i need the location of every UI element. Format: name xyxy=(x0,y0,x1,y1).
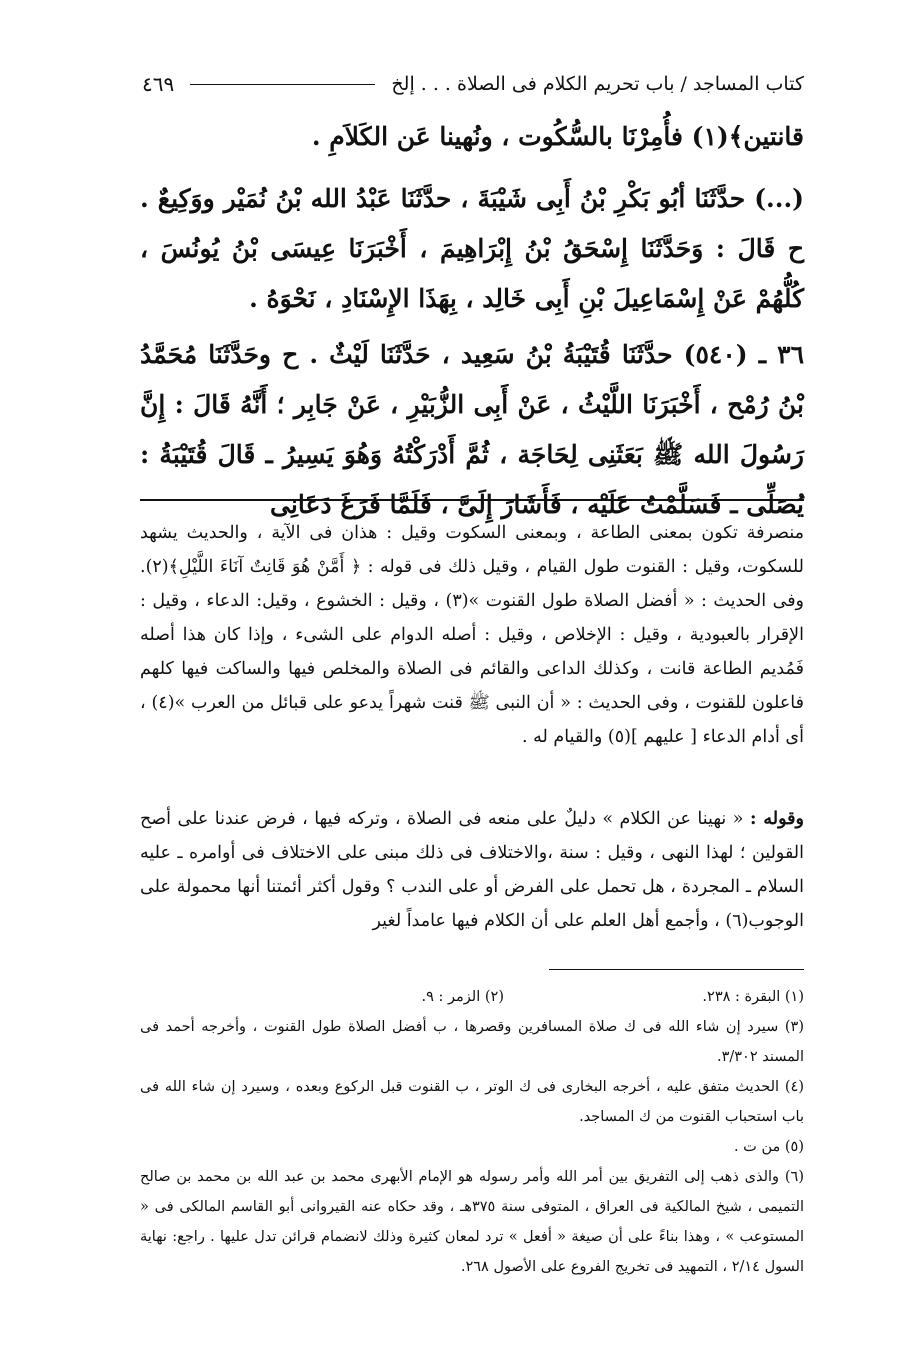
section-divider xyxy=(140,499,804,501)
footnote-pair xyxy=(140,982,804,1012)
footnote-divider xyxy=(549,969,804,970)
footnote-4: (٤) الحديث متفق عليه ، أخرجه البخارى فى ك الوتر ، ب القنوت قبل الركوع وبعده ، وسيرد إن شاء الله فى باب استحباب القنوت من ك المساجد. xyxy=(140,1079,804,1125)
hadith-paragraph-3: ٣٦ ـ (٥٤٠) حدَّثَنَا قُتَيْبَةُ بْنُ سَعِيد ، حَدَّثَنَا لَيْثٌ . ح وحَدَّثَنَا مُحَمَّدُ بْنُ رُمْح ، أَخْبَرَنَا اللَّيْثُ ، عَنْ أَبِى الزُّبَيْرِ ، عَنْ جَابِر ؛ أَنَّهُ قَالَ : إِنَّ رَسُولَ الله ﷺ بَعَثَنِى لِحَاجَة ، ثُمَّ أَدْرَكْتُهُ وَهُوَ يَسِيرُ ـ قَالَ قُتَيْبَةُ : يُصَلِّى ـ فَسَلَّمْتُ عَلَيْه ، فَأَشَارَ إِلَىَّ ، فَلَمَّا فَرَغَ دَعَانِى xyxy=(140,340,804,519)
page-number: ٤٦٩ xyxy=(142,72,175,96)
header-rule xyxy=(190,84,375,85)
footnotes-list xyxy=(140,982,804,1282)
commentary-paragraph-1: منصرفة تكون بمعنى الطاعة ، وبمعنى السكوت وقيل : هذان فى الآية ، والحديث يشهد للسكوت، وقيل : القنوت طول القيام ، وقيل ذلك فى قوله : ﴿ أَمَّنْ هُوَ قَانِتٌ آنَاءَ اللَّيْلِ﴾(٢). وفى الحديث : « أفضل الصلاة طول القنوت »(٣) ، وقيل : الخشوع ، وقيل: الدعاء ، وقيل : الإقرار بالعبودية ، وقيل : الإخلاص ، وقيل : أصله الدوام على الشىء ، وإذا كان هذا أصله فَمُديم الطاعة قانت ، وكذلك الداعى والقائم فى الصلاة والمخلص فيها والساكت فيها كلهم فاعلون للقنوت ، وفى الحديث : « أن النبى ﷺ قنت شهراً يدعو على قبائل من العرب »(٤) ، أى أدام الدعاء [ عليهم ](٥) والقيام له . xyxy=(140,523,805,747)
footnote-3: (٣) سيرد إن شاء الله فى ك صلاة المسافرين وقصرها ، ب أفضل الصلاة طول القنوت ، وأخرجه أحمد فى المسند ٣/٣٠٢. xyxy=(140,1019,804,1065)
footnote-2: (٢) الزمر : ٩. xyxy=(421,989,504,1005)
hadith-paragraph-2: (...) حدَّثَنَا أبُو بَكْرِ بْنُ أَبِى شَيْبَةَ ، حدَّثَنَا عَبْدُ الله بْنُ نُمَيْر ووَكِيعٌ . ح قَالَ : وَحَدَّثَنَا إِسْحَقُ بْنُ إِبْرَاهِيمَ ، أَخْبَرَنَا عِيسَى بْنُ يُونُسَ ، كُلُّهُمْ عَنْ إِسْمَاعِيلَ بْنِ أَبِى خَالِد ، بِهَذَا الإِسْنَادِ ، نَحْوَهُ . xyxy=(140,184,804,313)
footnote-1: (١) البقرة : ٢٣٨. xyxy=(702,989,804,1005)
page-header xyxy=(142,66,804,102)
footnote-5: (٥) من ت . xyxy=(733,1139,804,1155)
commentary-lead: وقوله : xyxy=(749,809,804,829)
hadith-paragraph-1: قانتين﴾(١) فأُمِرْنَا بالسُّكُوت ، ونُهينا عَن الكَلاَمِ . xyxy=(311,122,804,151)
commentary-paragraph-2 xyxy=(140,802,804,938)
commentary-text: « نهينا عن الكلام » دليلٌ على منعه فى الصلاة ، وتركه فيها ، فرض عندنا على أصح القولين ؛ لهذا النهى ، وقيل : سنة ،والاختلاف فى ذلك مبنى على الاختلاف فى أوامره ـ عليه السلام ـ المجردة ، هل تحمل على الفرض أو على الندب ؟ وقول أكثر أئمتنا أنها محمولة على الوجوب(٦) ، وأجمع أهل العلم على أن الكلام فيها عامداً لغير xyxy=(140,809,804,931)
footnote-6: (٦) والذى ذهب إلى التفريق بين أمر الله وأمر رسوله هو الإمام الأبهرى محمد بن عبد الله بن محمد بن صالح التميمى ، شيخ المالكية فى العراق ، المتوفى سنة ٣٧٥هـ ، وقد حكاه عنه القيروانى أبو القاسم المالكى فى « المستوعب » ، وهذا بناءً على أن صيغة « أفعل » ترد لمعان كثيرة وذلك لانضمام قرائن تدل عليها . راجع: نهاية السول ٢/١٤ ، التمهيد فى تخريج الفروع على الأصول ٢٦٨. xyxy=(140,1169,804,1275)
running-title: كتاب المساجد / باب تحريم الكلام فى الصلاة . . . إلخ xyxy=(391,73,804,95)
